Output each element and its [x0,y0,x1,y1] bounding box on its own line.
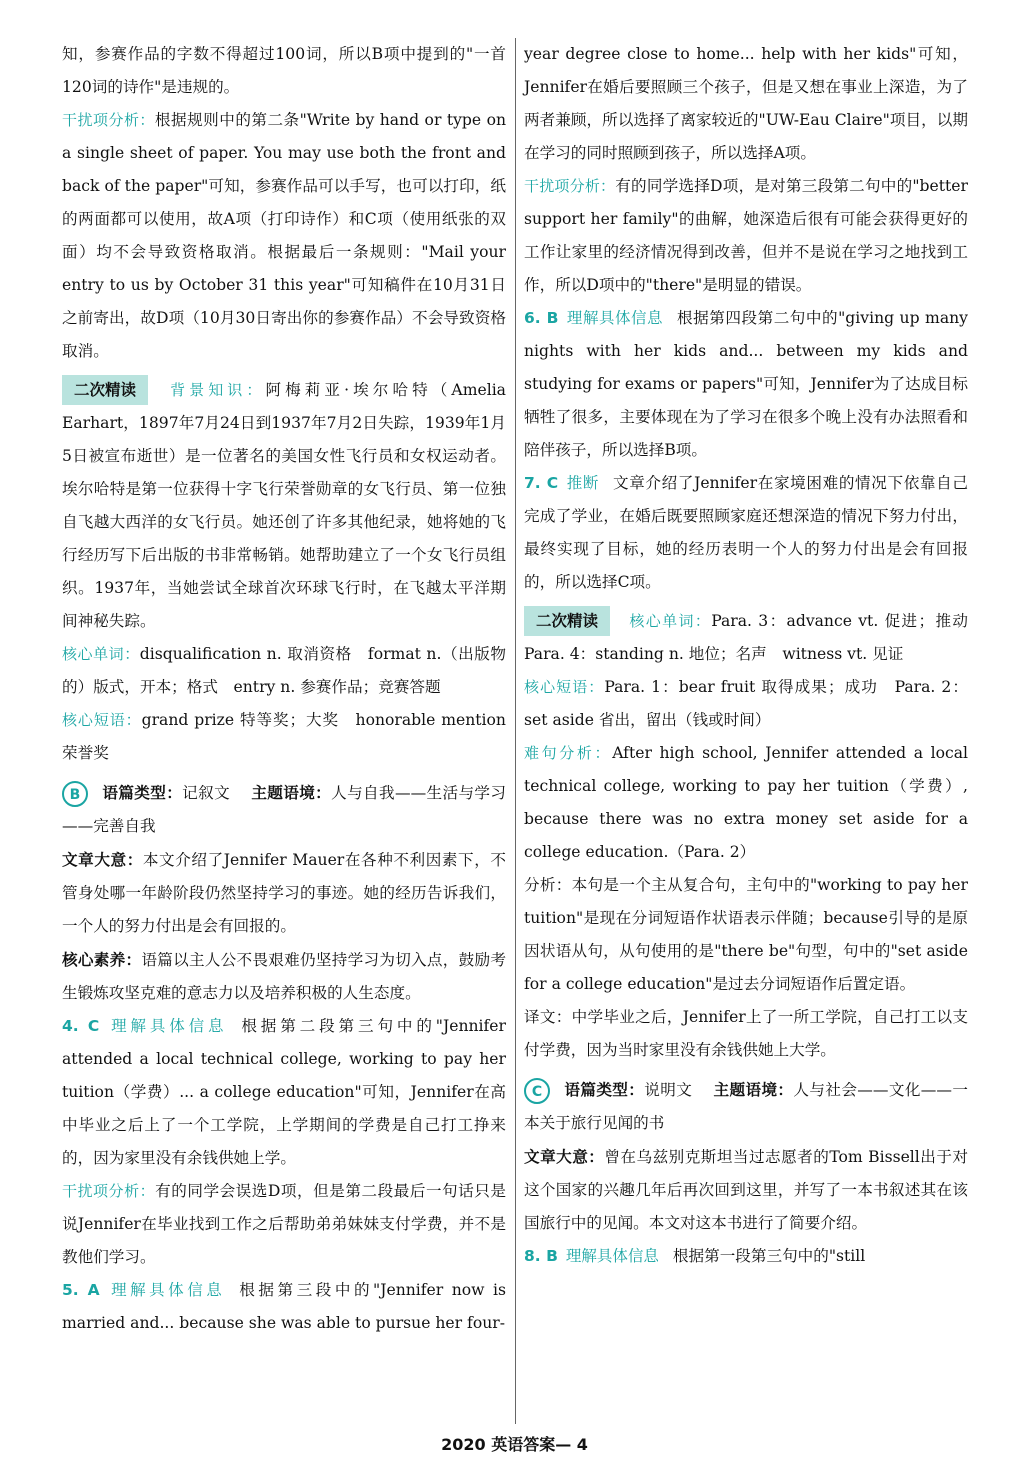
main-idea-text: 曾在乌兹别克斯坦当过志愿者的Tom Bissell出于对这个国家的兴趣几年后再次回到这里，并写了一本书叙述其在该国旅行中的见闻。本文对这本书进行了简要介绍。 [524,1148,968,1232]
distractor-label: 干扰项分析： [524,177,616,195]
distractor-label: 干扰项分析： [62,1182,156,1200]
core-words-label: 核心单词： [62,645,140,663]
sentence-analysis: 分析：本句是一个主从复合句，主句中的"working to pay her tuition"是现在分词短语作状语表示伴随；because引导的是原因状语从句，从句使用的是"there be"句型，句中的"set aside for a college education"是过去分词短语作后置定语。 [524,876,968,993]
theme-text: 人与社会——文化——一本关于旅行见闻的书 [524,1081,968,1132]
passage-type: 记叙文 [182,784,231,802]
core-literacy [62,943,506,1010]
distractor-text: 根据规则中的第二条"Write by hand or type on a single sheet of paper. You may use both the front and back of the paper"可知，参赛作品可以手写，也可以打印，纸的两面都可以使用，故A项（打印诗作）和C项（使用纸张的双面）均不会导致资格取消。根据最后一条规则："Mail your entry to us by October 31 this year"可知稿件在10月31日之前寄出，故D项（10月30日寄出你的参赛作品）不会导致资格取消。 [62,111,506,360]
core-words-text: Para. 3：advance vt. 促进；推动 Para. 4：standing n. 地位；名声 witness vt. 见证 [524,612,984,663]
main-idea [62,843,506,943]
left-column [62,38,506,1424]
question-number: 6. B [524,309,559,327]
distractor-analysis-2 [62,1175,506,1274]
question-type: 理解具体信息 [566,309,664,327]
intro-paragraph: 知，参赛作品的字数不得超过100词，所以B项中提到的"一首120词的诗作"是违规的。 [62,45,506,96]
question-explanation: 根据第三段中的"Jennifer now is married and... because she was able to pursue her four- [62,1281,506,1332]
core-phrases [62,704,506,770]
main-idea-label: 文章大意： [524,1147,605,1166]
reread-box: 二次精读 [524,606,610,636]
distractor-text: 有的同学选择D项，是对第三段第二句中的"better support her family"的曲解，她深造后很有可能会获得更好的工作让家里的经济情况得到改善，但并不是说在学习之地找到工作，所以D项中的"there"是明显的错误。 [524,177,968,294]
main-idea-label: 文章大意： [62,850,143,869]
column-divider [515,38,516,1424]
theme-label: 主题语境： [251,783,332,802]
passage-type-label: 语篇类型： [564,1080,645,1099]
question-5 [62,1274,506,1340]
core-phrases [524,671,968,737]
reread-box: 二次精读 [62,375,148,405]
background-section [62,374,506,638]
passage-type-label: 语篇类型： [102,783,183,802]
question-type: 理解具体信息 [107,1281,226,1299]
passage-type: 说明文 [644,1081,693,1099]
question-type: 推断 [566,474,599,492]
core-literacy-text: 语篇以主人公不畏艰难仍坚持学习为切入点，鼓励考生锻炼攻坚克难的意志力以及培养积极的人生态度。 [62,951,506,1002]
question-type: 理解具体信息 [107,1017,228,1035]
core-phrases-label: 核心短语： [524,678,605,696]
difficult-sentence [524,737,968,869]
core-literacy-label: 核心素养： [62,950,142,969]
distractor-text: 有的同学会误选D项，但是第二段最后一句话只是说Jennifer在毕业找到工作之后帮助弟弟妹妹支付学费，并不是教他们学习。 [62,1182,506,1266]
distractor-analysis-3 [524,170,968,302]
question-4 [62,1010,506,1175]
question-explanation: 根据第四段第二句中的"giving up many nights with her kids and... between my kids and studying for exams or papers"可知，Jennifer为了达成目标牺牲了很多，主要体现在为了学习在很多个晚上没有办法照看和陪伴孩子，所以选择B项。 [524,309,968,459]
core-phrases-label: 核心短语： [62,711,142,729]
sentence-translation: 译文：中学毕业之后，Jennifer上了一所工学院，自己打工以支付学费，因为当时家里没有余钱供她上大学。 [524,1008,968,1059]
question-explanation: 根据第一段第三句中的"still [672,1247,866,1265]
passage-b-header [62,776,506,843]
question-explanation: 根据第二段第三句中的"Jennifer attended a local technical college, working to pay her tuition（学费）... a college education"可知，Jennifer在高中毕业之后上了一个工学院，上学期间的学费是自己打工挣来的，因为家里没有余钱供她上学。 [62,1017,506,1167]
theme-label: 主题语境： [713,1080,794,1099]
distractor-analysis [62,104,506,368]
difficult-sentence-label: 难句分析： [524,744,613,762]
background-text: 阿梅莉亚·埃尔哈特（Amelia Earhart，1897年7月24日到1937年7月2日失踪，1939年1月5日被宣布逝世）是一位著名的美国女性飞行员和女权运动者。埃尔哈特是第一位获得十字飞行荣誉勋章的女飞行员、第一位独自飞越大西洋的女飞行员。她还创了许多其他纪录，她将她的飞行经历写下后出版的书非常畅销。她帮助建立了一个女飞行员组织。1937年，当她尝试全球首次环球飞行时，在飞越太平洋期间神秘失踪。 [62,381,506,630]
core-words-text: disqualification n. 取消资格 format n.（出版物的）版式，开本；格式 entry n. 参赛作品；竞赛答题 [62,645,506,696]
passage-c-header [524,1073,968,1140]
question-type: 理解具体信息 [565,1247,659,1265]
core-phrases-text: grand prize 特等奖；大奖 honorable mention 荣誉奖 [62,711,506,762]
right-column [524,38,984,1424]
main-idea [524,1140,968,1240]
background-label: 背景知识： [166,381,266,399]
question-6 [524,302,968,467]
theme-text: 人与自我——生活与学习——完善自我 [62,784,506,835]
main-idea-text: 本文介绍了Jennifer Mauer在各种不利因素下，不管身处哪一年龄阶段仍然坚持学习的事迹。她的经历告诉我们，一个人的努力付出是会有回报的。 [62,851,506,935]
core-phrases-text: Para. 1：bear fruit 取得成果；成功 Para. 2：set aside 省出，留出（钱或时间） [524,678,968,729]
question-explanation: 文章介绍了Jennifer在家境困难的情况下依靠自己完成了学业，在婚后既要照顾家庭还想深造的情况下努力付出，最终实现了目标，她的经历表明一个人的努力付出是会有回报的，所以选择C项。 [524,474,968,591]
page-footer: 2020 英语答案— 4 [441,1435,588,1454]
question-8 [524,1240,968,1273]
question-number: 4. C [62,1017,100,1035]
passage-b-badge: B [62,781,88,807]
core-words [524,605,984,671]
distractor-label: 干扰项分析： [62,111,155,129]
question-7 [524,467,968,599]
question-number: 8. B [524,1247,558,1265]
difficult-sentence-text: After high school, Jennifer attended a local technical college, working to pay her tuition（学费）, because there was no extra money set aside for a college education.（Para. 2） [524,744,968,861]
question-number: 5. A [62,1281,100,1299]
question-number: 7. C [524,474,559,492]
core-words [62,638,506,704]
passage-c-badge: C [524,1078,550,1104]
continued-explanation: year degree close to home... help with her kids"可知，Jennifer在婚后要照顾三个孩子，但是又想在事业上深造，为了两者兼顾，所以选择了离家较近的"UW-Eau Claire"项目，以期在学习的同时照顾到孩子，所以选择A项。 [524,45,968,162]
core-words-label: 核心单词： [628,612,712,630]
